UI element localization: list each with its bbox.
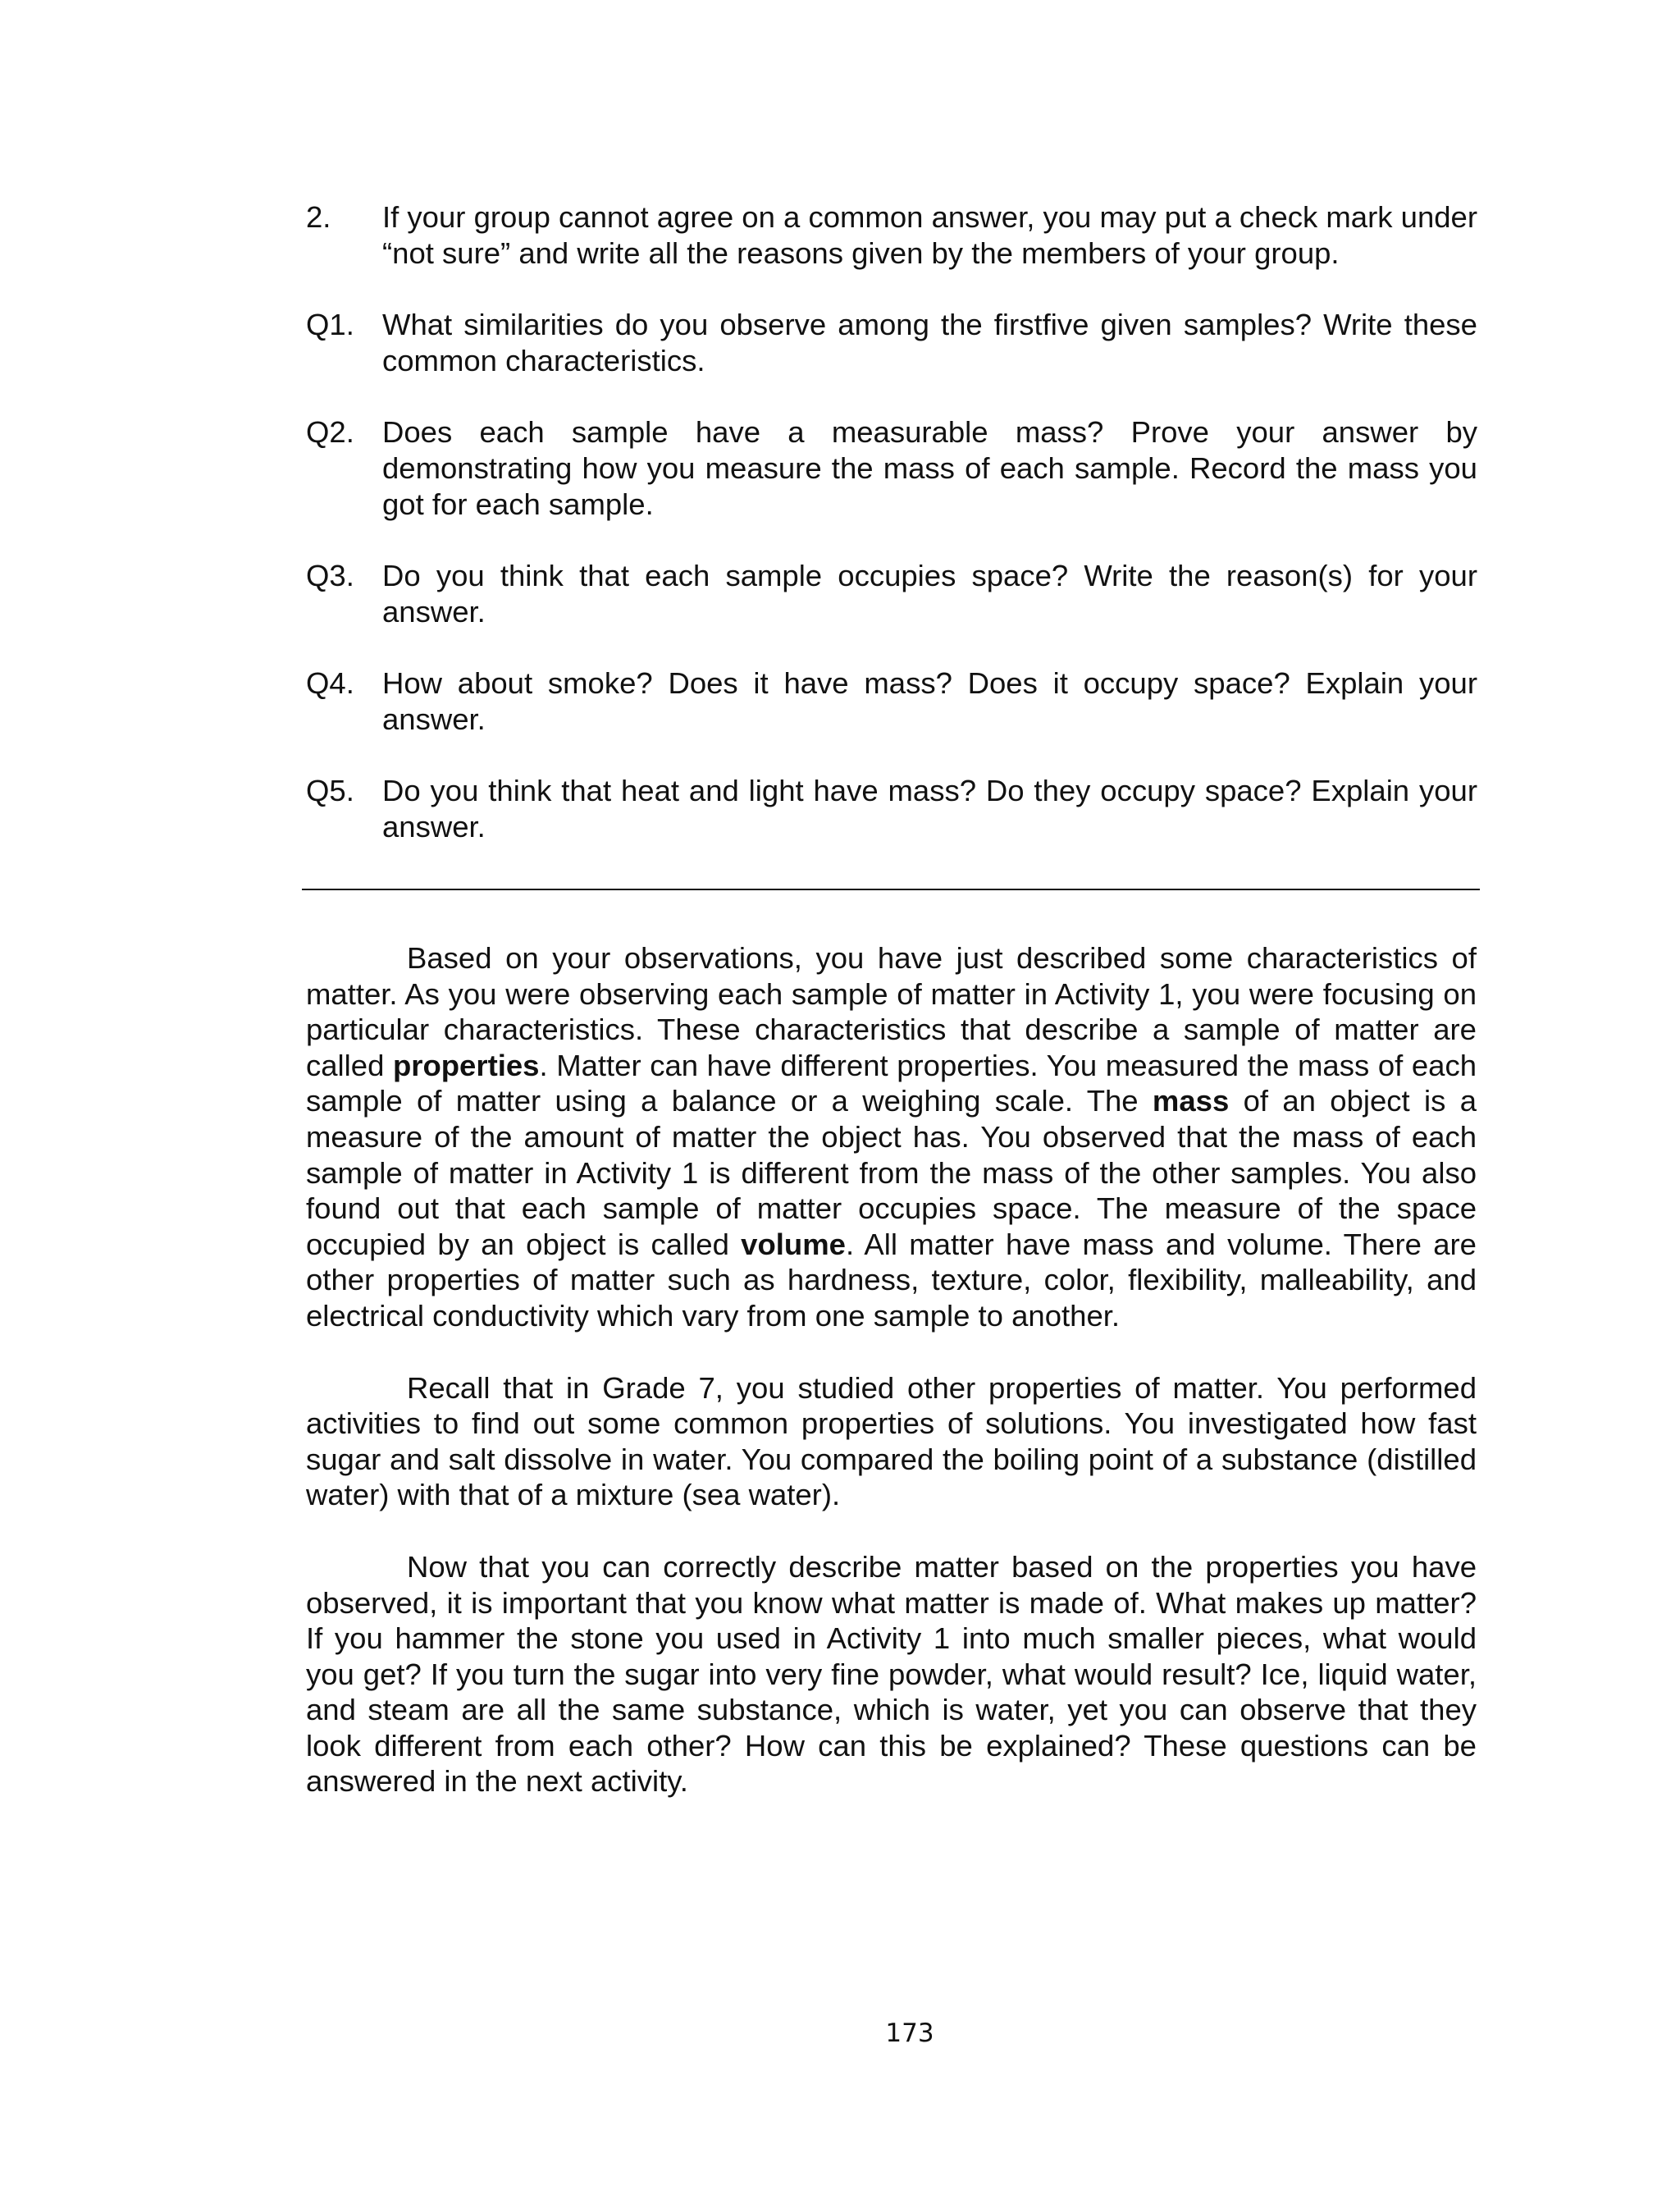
item-text: What similarities do you observe among the firstfive given samples? Write these common characteristics. <box>382 308 1477 377</box>
list-item <box>306 558 1477 630</box>
item-text: Do you think that each sample occupies space? Write the reason(s) for your answer. <box>382 559 1477 629</box>
section-divider <box>302 889 1480 890</box>
text-run: . All matter have mass and volume. There are other properties of matter such as hardness, texture, color, flexibility, malleability, and electrical conductivity which vary from one sample to another. <box>306 1227 1477 1333</box>
list-item <box>306 665 1477 738</box>
bold-term-mass: mass <box>1152 1084 1230 1118</box>
question-list <box>306 199 1477 880</box>
bold-term-properties: properties <box>392 1048 540 1082</box>
item-number: Q5. <box>306 774 354 807</box>
text-run: . Matter can have different properties. You measured the mass of each sample of matter using a balance or a weighing scale. The <box>306 1048 1477 1118</box>
list-item <box>306 414 1477 523</box>
text-run: of an object is a measure of the amount of matter the object has. You observed that the mass of each sample of matter in Activity 1 is different from the mass of the other samples. You also found out that each sample of matter occupies space. The measure of the space occupied by an object is called <box>306 1084 1477 1261</box>
item-text: Does each sample have a measurable mass? Prove your answer by demonstrating how you measure the mass of each sample. Record the mass you got for each sample. <box>382 415 1477 521</box>
item-number: Q3. <box>306 559 354 592</box>
item-text: Do you think that heat and light have mass? Do they occupy space? Explain your answer. <box>382 774 1477 844</box>
paragraph-properties <box>306 940 1477 1334</box>
item-number: Q1. <box>306 308 354 341</box>
paragraph-next-activity: Now that you can correctly describe matter based on the properties you have observed, it is important that you know what matter is made of. What makes up matter? If you hammer the stone you used in Activity 1 into much smaller pieces, what would you get? If you turn the sugar into very fine powder, what would result? Ice, liquid water, and steam are all the same substance, which is water, yet you can observe that they look different from each other? How can this be explained? These questions can be answered in the next activity. <box>306 1549 1477 1799</box>
page-number: 173 <box>885 2019 934 2048</box>
paragraph-recall: Recall that in Grade 7, you studied other properties of matter. You performed activities to find out some common properties of solutions. You investigated how fast sugar and salt dissolve in water. You compared the boiling point of a substance (distilled water) with that of a mixture (sea water). <box>306 1370 1477 1512</box>
list-item <box>306 199 1477 272</box>
body-text <box>306 940 1477 1836</box>
item-text: How about smoke? Does it have mass? Does it occupy space? Explain your answer. <box>382 666 1477 736</box>
item-number: Q4. <box>306 666 354 700</box>
item-number: Q2. <box>306 415 354 449</box>
list-item <box>306 307 1477 379</box>
text-run: Based on your observations, you have just described some characteristics of matter. As you were observing each sample of matter in Activity 1, you were focusing on particular characteristics. These characteristics that describe a sample of matter are called <box>306 941 1477 1082</box>
item-number: 2. <box>306 200 331 234</box>
bold-term-volume: volume <box>741 1227 846 1261</box>
item-text: If your group cannot agree on a common answer, you may put a check mark under “not sure” and write all the reasons given by the members of your group. <box>382 200 1477 270</box>
list-item <box>306 773 1477 845</box>
